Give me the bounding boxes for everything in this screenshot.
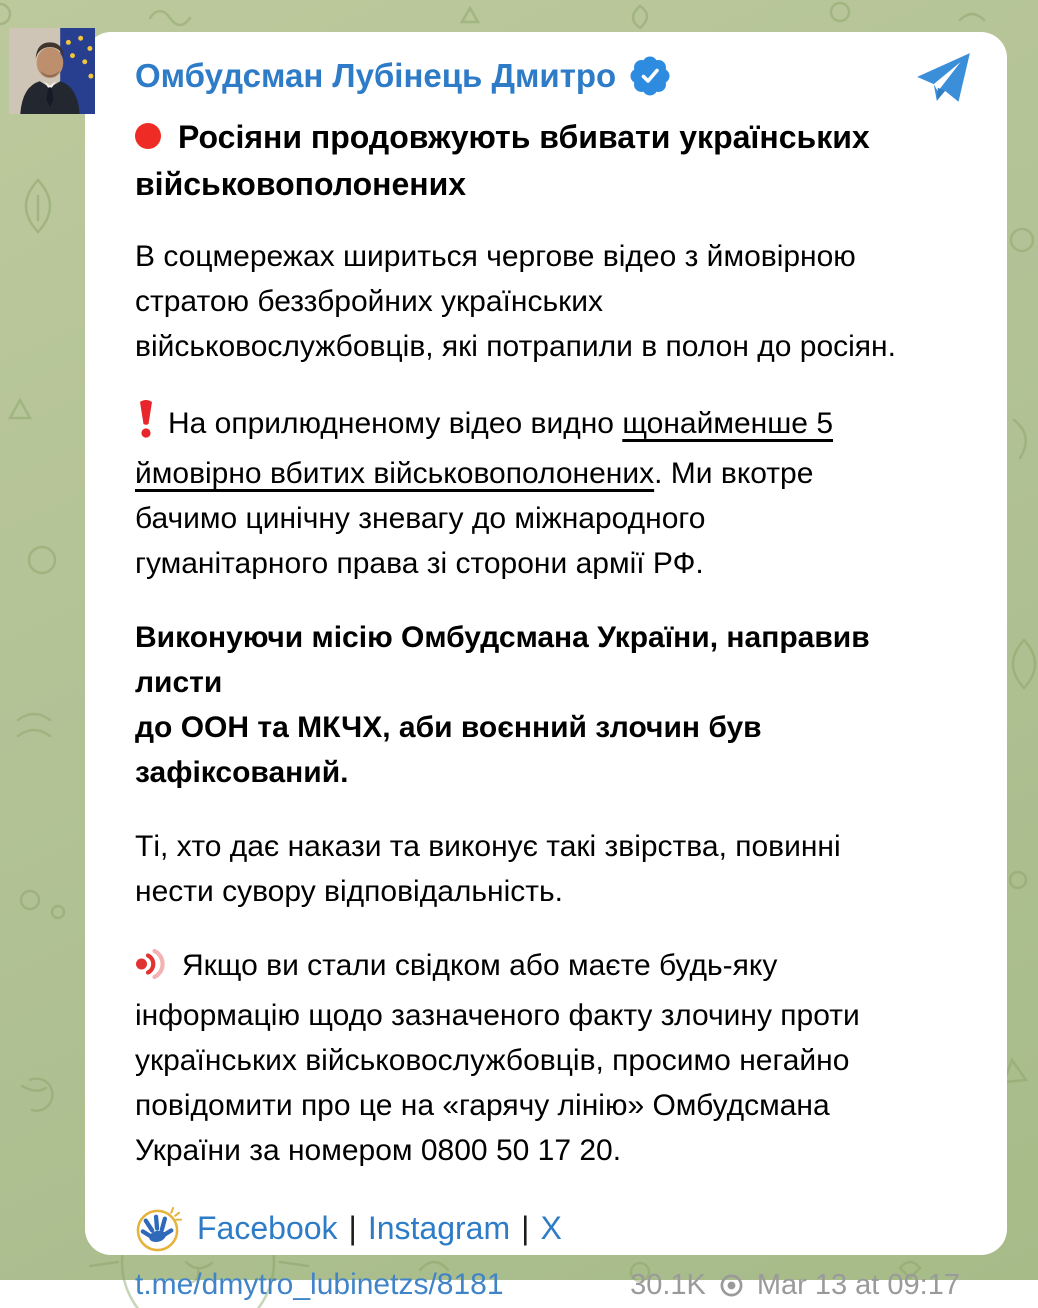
text-span: Якщо ви стали свідком або маєте будь-яку bbox=[182, 949, 778, 982]
text-line: гуманітарного права зі сторони армії РФ. bbox=[135, 547, 704, 580]
underlined-text: ймовірно вбитих військовополонених bbox=[135, 457, 655, 490]
text-line bbox=[135, 398, 960, 451]
text-line: українських військовослужбовців, просимо негайно bbox=[135, 1044, 850, 1077]
meta-row bbox=[135, 1262, 960, 1308]
x-link[interactable]: X bbox=[540, 1209, 562, 1246]
paragraph-hotline bbox=[135, 943, 960, 1173]
red-circle-emoji bbox=[135, 123, 161, 149]
paragraph-social-video bbox=[135, 234, 960, 369]
text-line bbox=[135, 451, 960, 496]
text-span: . Ми вкотре bbox=[654, 457, 814, 490]
post-date: Mar 13 at 09:17 bbox=[756, 1268, 960, 1301]
post-header bbox=[135, 48, 960, 104]
views-count: 30.1K bbox=[630, 1268, 706, 1301]
red-sound-waves-emoji bbox=[135, 948, 171, 993]
underlined-text: щонайменше 5 bbox=[622, 407, 834, 440]
social-links-row bbox=[135, 1202, 960, 1254]
text-line: інформацію щодо зазначеного факту злочину проти bbox=[135, 999, 860, 1032]
title-text: Росіяни продовжують вбивати українських bbox=[178, 119, 870, 155]
title-line: військовополонених bbox=[135, 166, 467, 202]
text-line: Ті, хто дає накази та виконує такі звірства, повинні bbox=[135, 830, 841, 863]
telegram-plane-icon[interactable] bbox=[912, 48, 974, 110]
link-separator: | bbox=[348, 1209, 357, 1246]
text-line: нести сувору відповідальність. bbox=[135, 875, 563, 908]
verified-badge-icon bbox=[630, 56, 670, 96]
instagram-link[interactable]: Instagram bbox=[367, 1209, 511, 1246]
text-line: зафіксований. bbox=[135, 756, 349, 789]
text-line: стратою беззбройних українських bbox=[135, 285, 603, 318]
paragraph-responsibility bbox=[135, 824, 960, 914]
post-card bbox=[85, 32, 1007, 1301]
paragraph-video-details bbox=[135, 398, 960, 586]
text-line: В соцмережах шириться чергове відео з ймовірною bbox=[135, 240, 856, 273]
link-separator: | bbox=[521, 1209, 530, 1246]
permalink[interactable]: t.me/dmytro_lubinetzs/8181 bbox=[135, 1268, 504, 1301]
title-line bbox=[135, 114, 960, 161]
text-line bbox=[135, 943, 960, 993]
channel-avatar[interactable] bbox=[9, 28, 95, 114]
views-eye-icon bbox=[718, 1272, 745, 1299]
text-line: України за номером 0800 50 17 20. bbox=[135, 1134, 622, 1167]
text-span: На оприлюдненому відео видно bbox=[168, 407, 623, 440]
hand-in-circle-logo-icon bbox=[135, 1205, 182, 1252]
text-line: до ООН та МКЧХ, аби воєнний злочин був bbox=[135, 711, 762, 744]
text-line: бачимо цинічну зневагу до міжнародного bbox=[135, 502, 706, 535]
avatar-image bbox=[9, 28, 95, 114]
text-line: Виконуючи місію Омбудсмана України, направив листи bbox=[135, 621, 870, 699]
text-line: повідомити про це на «гарячу лінію» Омбудсмана bbox=[135, 1089, 830, 1122]
text-line: військовослужбовців, які потрапили в полон до росіян. bbox=[135, 330, 896, 363]
post-title bbox=[135, 114, 960, 208]
meta-right bbox=[630, 1269, 960, 1302]
red-exclamation-emoji bbox=[135, 398, 157, 451]
paragraph-mission bbox=[135, 615, 960, 795]
channel-name-link[interactable]: Омбудсман Лубінець Дмитро bbox=[135, 57, 617, 94]
facebook-link[interactable]: Facebook bbox=[197, 1209, 338, 1246]
